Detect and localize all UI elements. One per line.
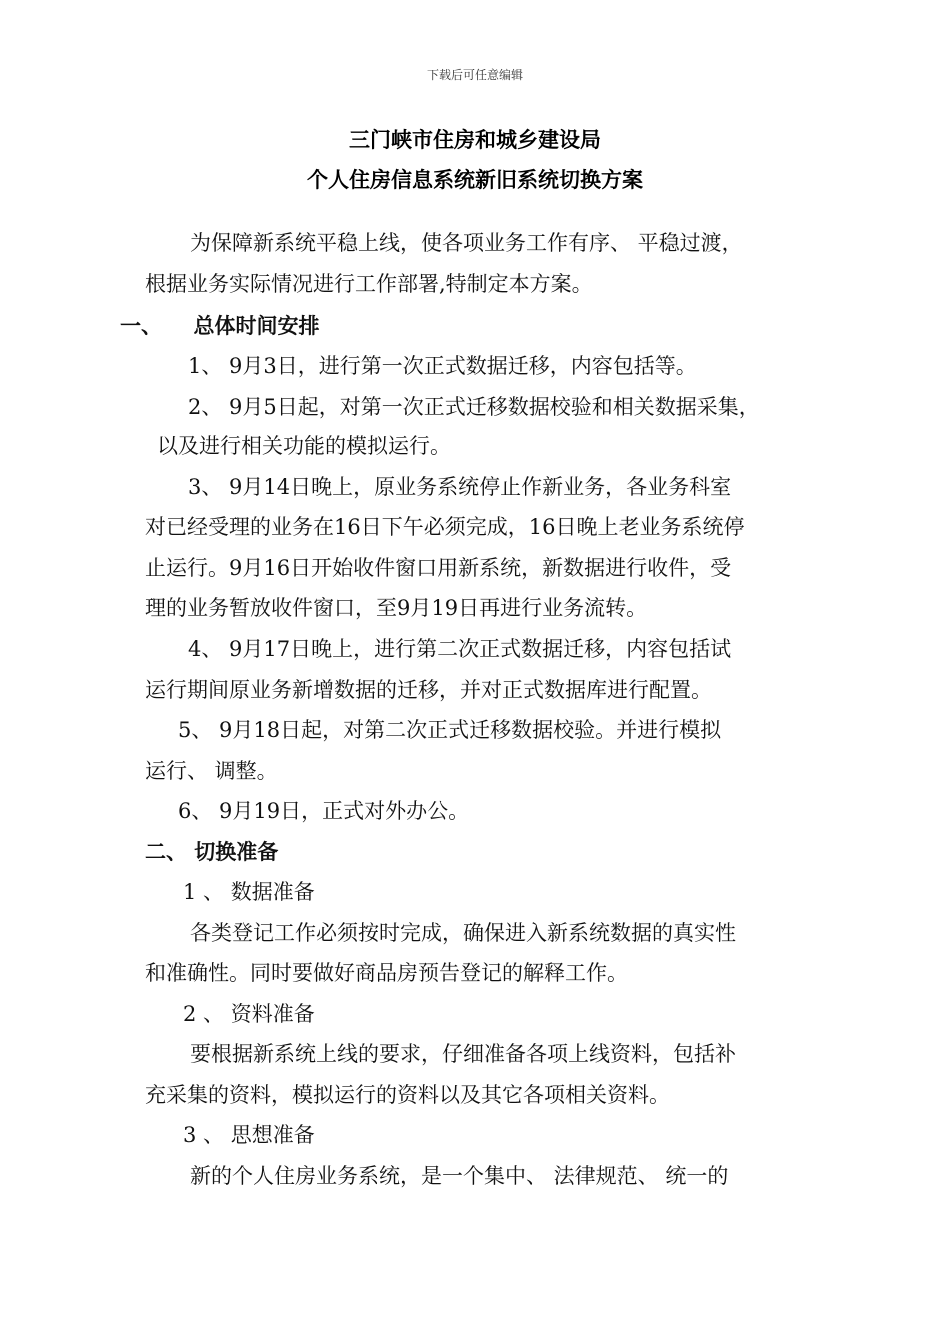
intro-line-2: 根据业务实际情况进行工作部署,特制定本方案。 — [145, 272, 593, 296]
section-2-sub-1-line-1: 各类登记工作必须按时完成，确保进入新系统数据的真实性 — [190, 921, 736, 945]
section-2-sub-2-heading: 2 、 资料准备 — [183, 1002, 315, 1026]
header-note: 下载后可任意编辑 — [426, 68, 523, 82]
section-1-heading: 一、 总体时间安排 — [120, 314, 320, 338]
section-2-sub-3-line-1: 新的个人住房业务系统，是一个集中、 法律规范、 统一的 — [190, 1164, 729, 1188]
section-1-item-3-line-1: 3、 9月14日晚上，原业务系统停止作新业务，各业务科室 — [188, 475, 732, 499]
section-2-sub-2-line-1: 要根据新系统上线的要求，仔细准备各项上线资料，包括补 — [190, 1042, 736, 1066]
section-1-item-2-line-2: 以及进行相关功能的模拟运行。 — [157, 434, 451, 458]
section-1-item-4-line-2: 运行期间原业务新增数据的迁移，并对正式数据库进行配置。 — [145, 678, 712, 702]
section-1-item-5-line-1: 5、 9月18日起，对第二次正式迁移数据校验。并进行模拟 — [178, 718, 722, 742]
section-2-sub-2-line-2: 充采集的资料，模拟运行的资料以及其它各项相关资料。 — [145, 1083, 670, 1107]
document-title-line-1: 三门峡市住房和城乡建设局 — [349, 128, 601, 152]
section-1-item-2-line-1: 2、 9月5日起，对第一次正式迁移数据校验和相关数据采集， — [188, 395, 760, 419]
document-title-line-2: 个人住房信息系统新旧系统切换方案 — [307, 168, 643, 192]
section-1-item-5-line-2: 运行、 调整。 — [145, 759, 278, 783]
section-1-item-3-line-2: 对已经受理的业务在16日下午必须完成，16日晚上老业务系统停 — [145, 515, 745, 539]
section-2-heading: 二、 切换准备 — [145, 840, 279, 864]
section-1-item-3-line-4: 理的业务暂放收件窗口，至9月19日再进行业务流转。 — [145, 596, 648, 620]
section-1-item-6: 6、 9月19日，正式对外办公。 — [178, 799, 470, 823]
section-2-sub-1-heading: 1 、 数据准备 — [183, 880, 315, 904]
intro-line-1: 为保障新系统平稳上线，使各项业务工作有序、 平稳过渡， — [190, 231, 743, 255]
section-1-item-3-line-3: 止运行。9月16日开始收件窗口用新系统，新数据进行收件，受 — [145, 556, 732, 580]
section-1-item-1: 1、 9月3日，进行第一次正式数据迁移，内容包括等。 — [188, 354, 697, 378]
section-2-sub-3-heading: 3 、 思想准备 — [183, 1123, 315, 1147]
section-2-sub-1-line-2: 和准确性。同时要做好商品房预告登记的解释工作。 — [145, 961, 628, 985]
section-1-item-4-line-1: 4、 9月17日晚上，进行第二次正式数据迁移，内容包括试 — [188, 637, 732, 661]
